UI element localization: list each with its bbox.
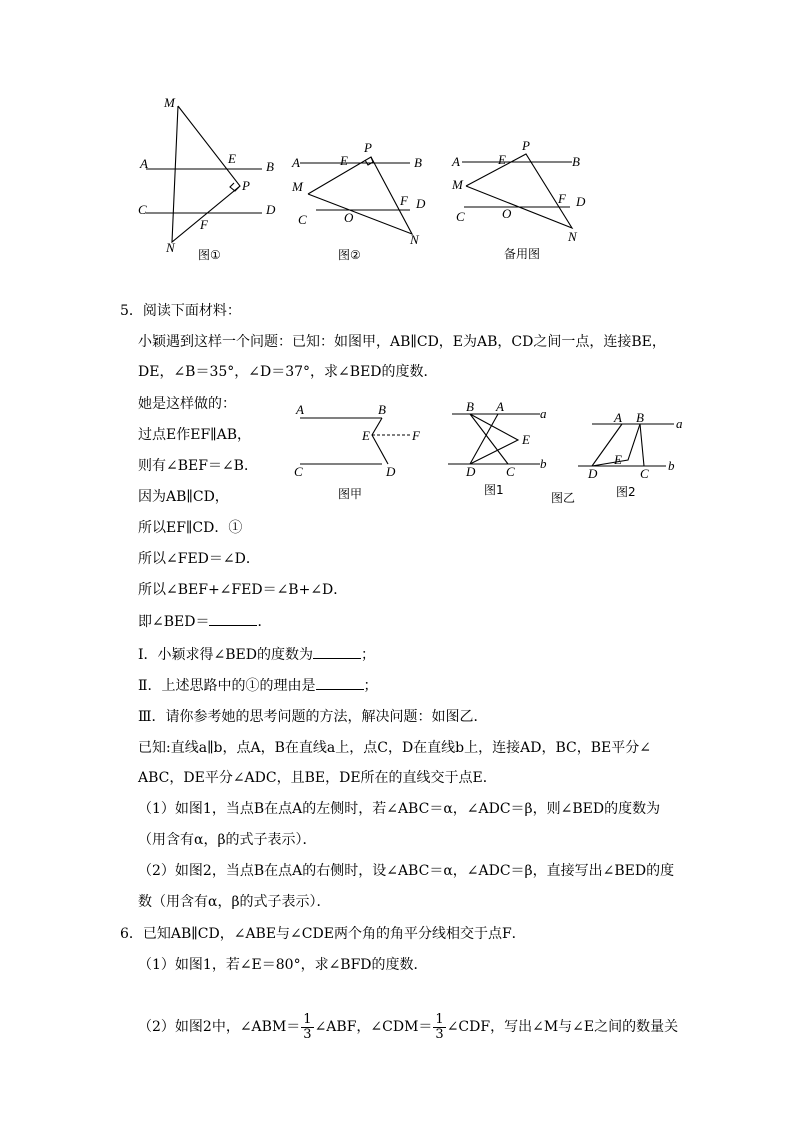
label-F: F xyxy=(400,193,408,208)
label-E: E xyxy=(522,432,530,447)
label-D: D xyxy=(466,464,476,479)
label-B: B xyxy=(636,410,644,425)
label-a: a xyxy=(676,416,683,431)
label-D: D xyxy=(588,466,598,481)
polyline-m-p-n xyxy=(308,157,412,234)
caption-yi-2: 图2 xyxy=(616,485,636,499)
q5-part-2: Ⅱ．上述思路中的①的理由是 ； xyxy=(138,675,378,696)
answer-blank xyxy=(209,611,257,626)
sub2-mid2: ∠CDF，写出∠M与∠E之间的数量关 xyxy=(446,1019,679,1035)
label-O: O xyxy=(502,206,512,221)
q5-given-1: 已知:直线a∥b，点A，B在直线a上，点C，D在直线b上，连接AD，BC，BE平分∠ xyxy=(138,740,651,756)
label-F: F xyxy=(200,217,208,232)
figure-spare xyxy=(446,136,596,270)
fraction-one-third xyxy=(433,1013,445,1042)
label-A: A xyxy=(296,402,304,417)
label-O: O xyxy=(344,210,354,225)
q5-step-3: 因为AB∥CD， xyxy=(138,489,229,505)
label-A: A xyxy=(292,155,300,170)
label-E: E xyxy=(498,152,506,167)
q5-step-2: 则有∠BEF＝∠B． xyxy=(138,458,258,474)
q5-sub2-b: 数（用含有α，β的式子表示）． xyxy=(138,894,331,910)
polyline-b-e-d xyxy=(372,418,388,464)
q5-step-5: 所以∠FED＝∠D． xyxy=(138,551,260,567)
q5-step-final: 即∠BED＝ ． xyxy=(138,611,271,632)
label-C: C xyxy=(456,209,465,224)
caption-jia: 图甲 xyxy=(338,487,363,501)
label-C: C xyxy=(298,212,307,227)
label-B: B xyxy=(378,402,386,417)
q5-part-3: Ⅲ．请你参考她的思考问题的方法，解决问题：如图乙． xyxy=(138,709,488,725)
label-F: F xyxy=(558,191,566,206)
label-F: F xyxy=(412,428,420,443)
caption-fig1: 图① xyxy=(198,248,221,262)
label-b: b xyxy=(540,456,547,471)
fraction-numerator: 1 xyxy=(435,1011,444,1027)
step-final-text: 即∠BED＝ xyxy=(138,614,210,630)
caption-yi-1: 图1 xyxy=(484,483,504,497)
answer-blank xyxy=(313,644,361,659)
label-P: P xyxy=(364,140,372,155)
label-C: C xyxy=(294,464,303,479)
q5-step-1: 过点E作EF∥AB， xyxy=(138,427,252,443)
answer-blank xyxy=(316,675,364,690)
q5-title: 5．阅读下面材料： xyxy=(120,303,241,319)
label-C: C xyxy=(138,202,147,217)
label-E: E xyxy=(228,151,236,166)
label-B: B xyxy=(466,400,474,414)
q6-sub2 xyxy=(138,1012,678,1042)
figure-yi-1 xyxy=(444,400,554,504)
q5-sub2-a: （2）如图2，当点B在点A的右侧时，设∠ABC＝α，∠ADC＝β，直接写出∠BED的度 xyxy=(138,863,675,879)
part2-text: Ⅱ．上述思路中的①的理由是 xyxy=(138,678,316,694)
label-B: B xyxy=(266,159,274,174)
q6-title: 6．已知AB∥CD，∠ABE与∠CDE两个角的角平分线相交于点F． xyxy=(120,926,526,942)
label-M: M xyxy=(452,177,463,192)
figure-1 xyxy=(130,88,290,270)
label-D: D xyxy=(576,194,586,209)
label-E: E xyxy=(340,153,348,168)
label-A: A xyxy=(496,400,504,414)
q5-given-2: ABC，DE平分∠ADC，且BE，DE所在的直线交于点E． xyxy=(138,770,497,786)
label-P: P xyxy=(242,178,250,193)
label-C: C xyxy=(506,464,515,479)
label-A: A xyxy=(452,154,460,169)
label-N: N xyxy=(568,229,577,244)
label-A: A xyxy=(614,410,622,425)
label-B: B xyxy=(414,155,422,170)
label-M: M xyxy=(292,179,303,194)
fraction-numerator: 1 xyxy=(303,1011,312,1027)
caption-spare: 备用图 xyxy=(504,247,541,261)
q5-sub1-b: （用含有α，β的式子表示）． xyxy=(138,832,317,848)
figure-2 xyxy=(286,138,436,270)
label-M: M xyxy=(164,95,175,110)
caption-fig2: 图② xyxy=(338,248,361,262)
q5-sub1-a: （1）如图1，当点B在点A的左侧时，若∠ABC＝α，∠ADC＝β，则∠BED的度数为 xyxy=(138,801,661,817)
figure-yi-2 xyxy=(574,410,694,502)
label-D: D xyxy=(386,464,396,479)
figure-jia xyxy=(290,400,430,504)
q5-step-0: 她是这样做的： xyxy=(138,396,236,412)
q5-step-6: 所以∠BEF+∠FED＝∠B+∠D． xyxy=(138,582,348,598)
label-B: B xyxy=(572,154,580,169)
sub2-mid1: ∠ABF，∠CDM＝ xyxy=(314,1019,433,1035)
label-N: N xyxy=(410,232,419,247)
fraction-denominator: 3 xyxy=(435,1026,444,1042)
sub2-pre: （2）如图2中，∠ABM＝ xyxy=(138,1019,301,1035)
polyline-m-p-n xyxy=(466,154,572,228)
label-A: A xyxy=(140,156,148,171)
label-E: E xyxy=(362,428,370,443)
q6-sub1: （1）如图1，若∠E＝80°，求∠BFD的度数． xyxy=(138,957,428,973)
fraction-one-third xyxy=(301,1013,313,1042)
right-angle-mark xyxy=(230,183,239,191)
caption-yi: 图乙 xyxy=(551,491,576,505)
label-C: C xyxy=(640,466,649,481)
label-D: D xyxy=(266,202,276,217)
q5-intro-1: 小颖遇到这样一个问题：已知：如图甲，AB∥CD，E为AB，CD之间一点，连接BE， xyxy=(138,334,666,350)
label-D: D xyxy=(416,196,426,211)
segment-b-c xyxy=(470,414,508,464)
part1-text: Ⅰ．小颖求得∠BED的度数为 xyxy=(138,647,313,663)
segment-b-c xyxy=(640,424,644,466)
label-b: b xyxy=(668,458,675,473)
label-E: E xyxy=(614,452,622,467)
q5-step-4: 所以EF∥CD．① xyxy=(138,520,243,536)
label-P: P xyxy=(522,138,530,153)
label-a: a xyxy=(540,406,547,421)
label-N: N xyxy=(166,240,175,255)
fraction-denominator: 3 xyxy=(303,1026,312,1042)
q5-part-1: Ⅰ．小颖求得∠BED的度数为 ； xyxy=(138,644,375,665)
q5-intro-2: DE，∠B＝35°，∠D＝37°，求∠BED的度数． xyxy=(138,364,438,380)
